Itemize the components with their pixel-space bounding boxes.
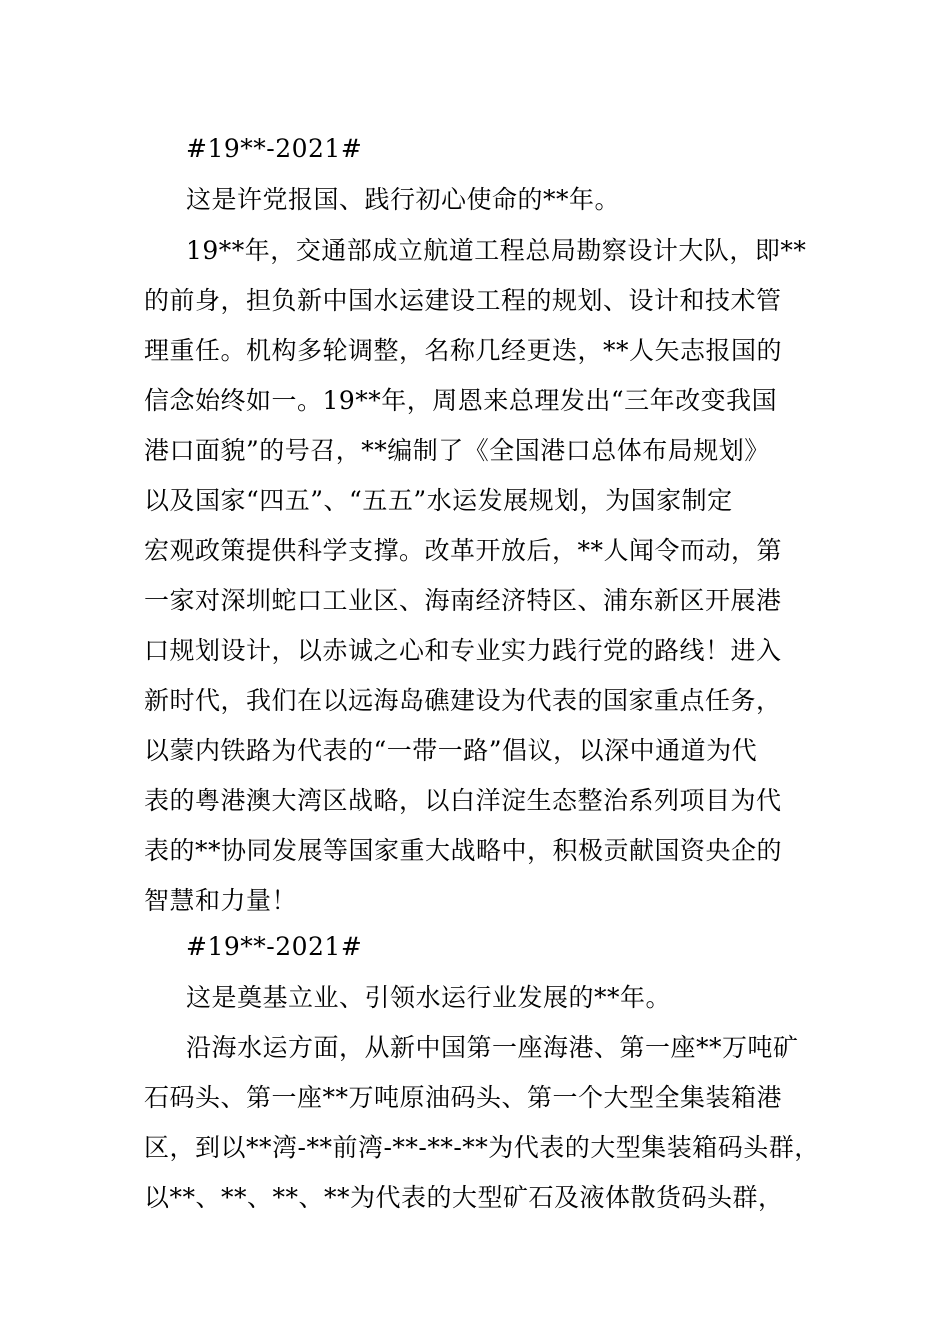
section-1-paragraph-line: 口规划设计，以赤诚之心和专业实力践行党的路线！进入 bbox=[144, 636, 782, 665]
section-1-paragraph-line: 以蒙内铁路为代表的“一带一路”倡议，以深中通道为代 bbox=[144, 736, 758, 765]
section-1-paragraph-line: 的前身，担负新中国水运建设工程的规划、设计和技术管 bbox=[144, 286, 782, 315]
section-1-paragraph-line: 智慧和力量！ bbox=[144, 886, 298, 915]
section-1-subtitle: 这是许党报国、践行初心使命的**年。 bbox=[186, 185, 621, 214]
section-2-paragraph-line: 区，到以**湾-**前湾-**-**-**为代表的大型集装箱码头群， bbox=[144, 1133, 820, 1162]
section-2-paragraph-line: 沿海水运方面，从新中国第一座海港、第一座**万吨矿 bbox=[186, 1033, 799, 1062]
section-1-paragraph-line: 以及国家“四五”、“五五”水运发展规划，为国家制定 bbox=[144, 486, 733, 515]
section-1-paragraph-line: 新时代，我们在以远海岛礁建设为代表的国家重点任务， bbox=[144, 686, 782, 715]
section-1-paragraph-line: 表的**协同发展等国家重大战略中，积极贡献国资央企的 bbox=[144, 836, 783, 865]
section-2-heading: #19**-2021# bbox=[186, 932, 363, 961]
section-2-paragraph-line: 石码头、第一座**万吨原油码头、第一个大型全集装箱港 bbox=[144, 1083, 783, 1112]
section-1-paragraph-line: 港口面貌”的号召，**编制了《全国港口总体布局规划》 bbox=[144, 436, 770, 465]
section-1-paragraph-line: 宏观政策提供科学支撑。改革开放后，**人闻令而动，第 bbox=[144, 536, 783, 565]
section-1-paragraph-line: 一家对深圳蛇口工业区、海南经济特区、浦东新区开展港 bbox=[144, 586, 782, 615]
section-1-paragraph-line: 表的粤港澳大湾区战略，以白洋淀生态整治系列项目为代 bbox=[144, 786, 782, 815]
section-1-paragraph-line: 19**年，交通部成立航道工程总局勘察设计大队，即** bbox=[186, 236, 807, 265]
section-1-paragraph-line: 理重任。机构多轮调整，名称几经更迭，**人矢志报国的 bbox=[144, 336, 783, 365]
section-1-paragraph-line: 信念始终如一。19**年，周恩来总理发出“三年改变我国 bbox=[144, 386, 778, 415]
section-1-heading: #19**-2021# bbox=[186, 134, 363, 163]
section-2-subtitle: 这是奠基立业、引领水运行业发展的**年。 bbox=[186, 983, 672, 1012]
section-2-paragraph-line: 以**、**、**、**为代表的大型矿石及液体散货码头群， bbox=[144, 1183, 784, 1212]
